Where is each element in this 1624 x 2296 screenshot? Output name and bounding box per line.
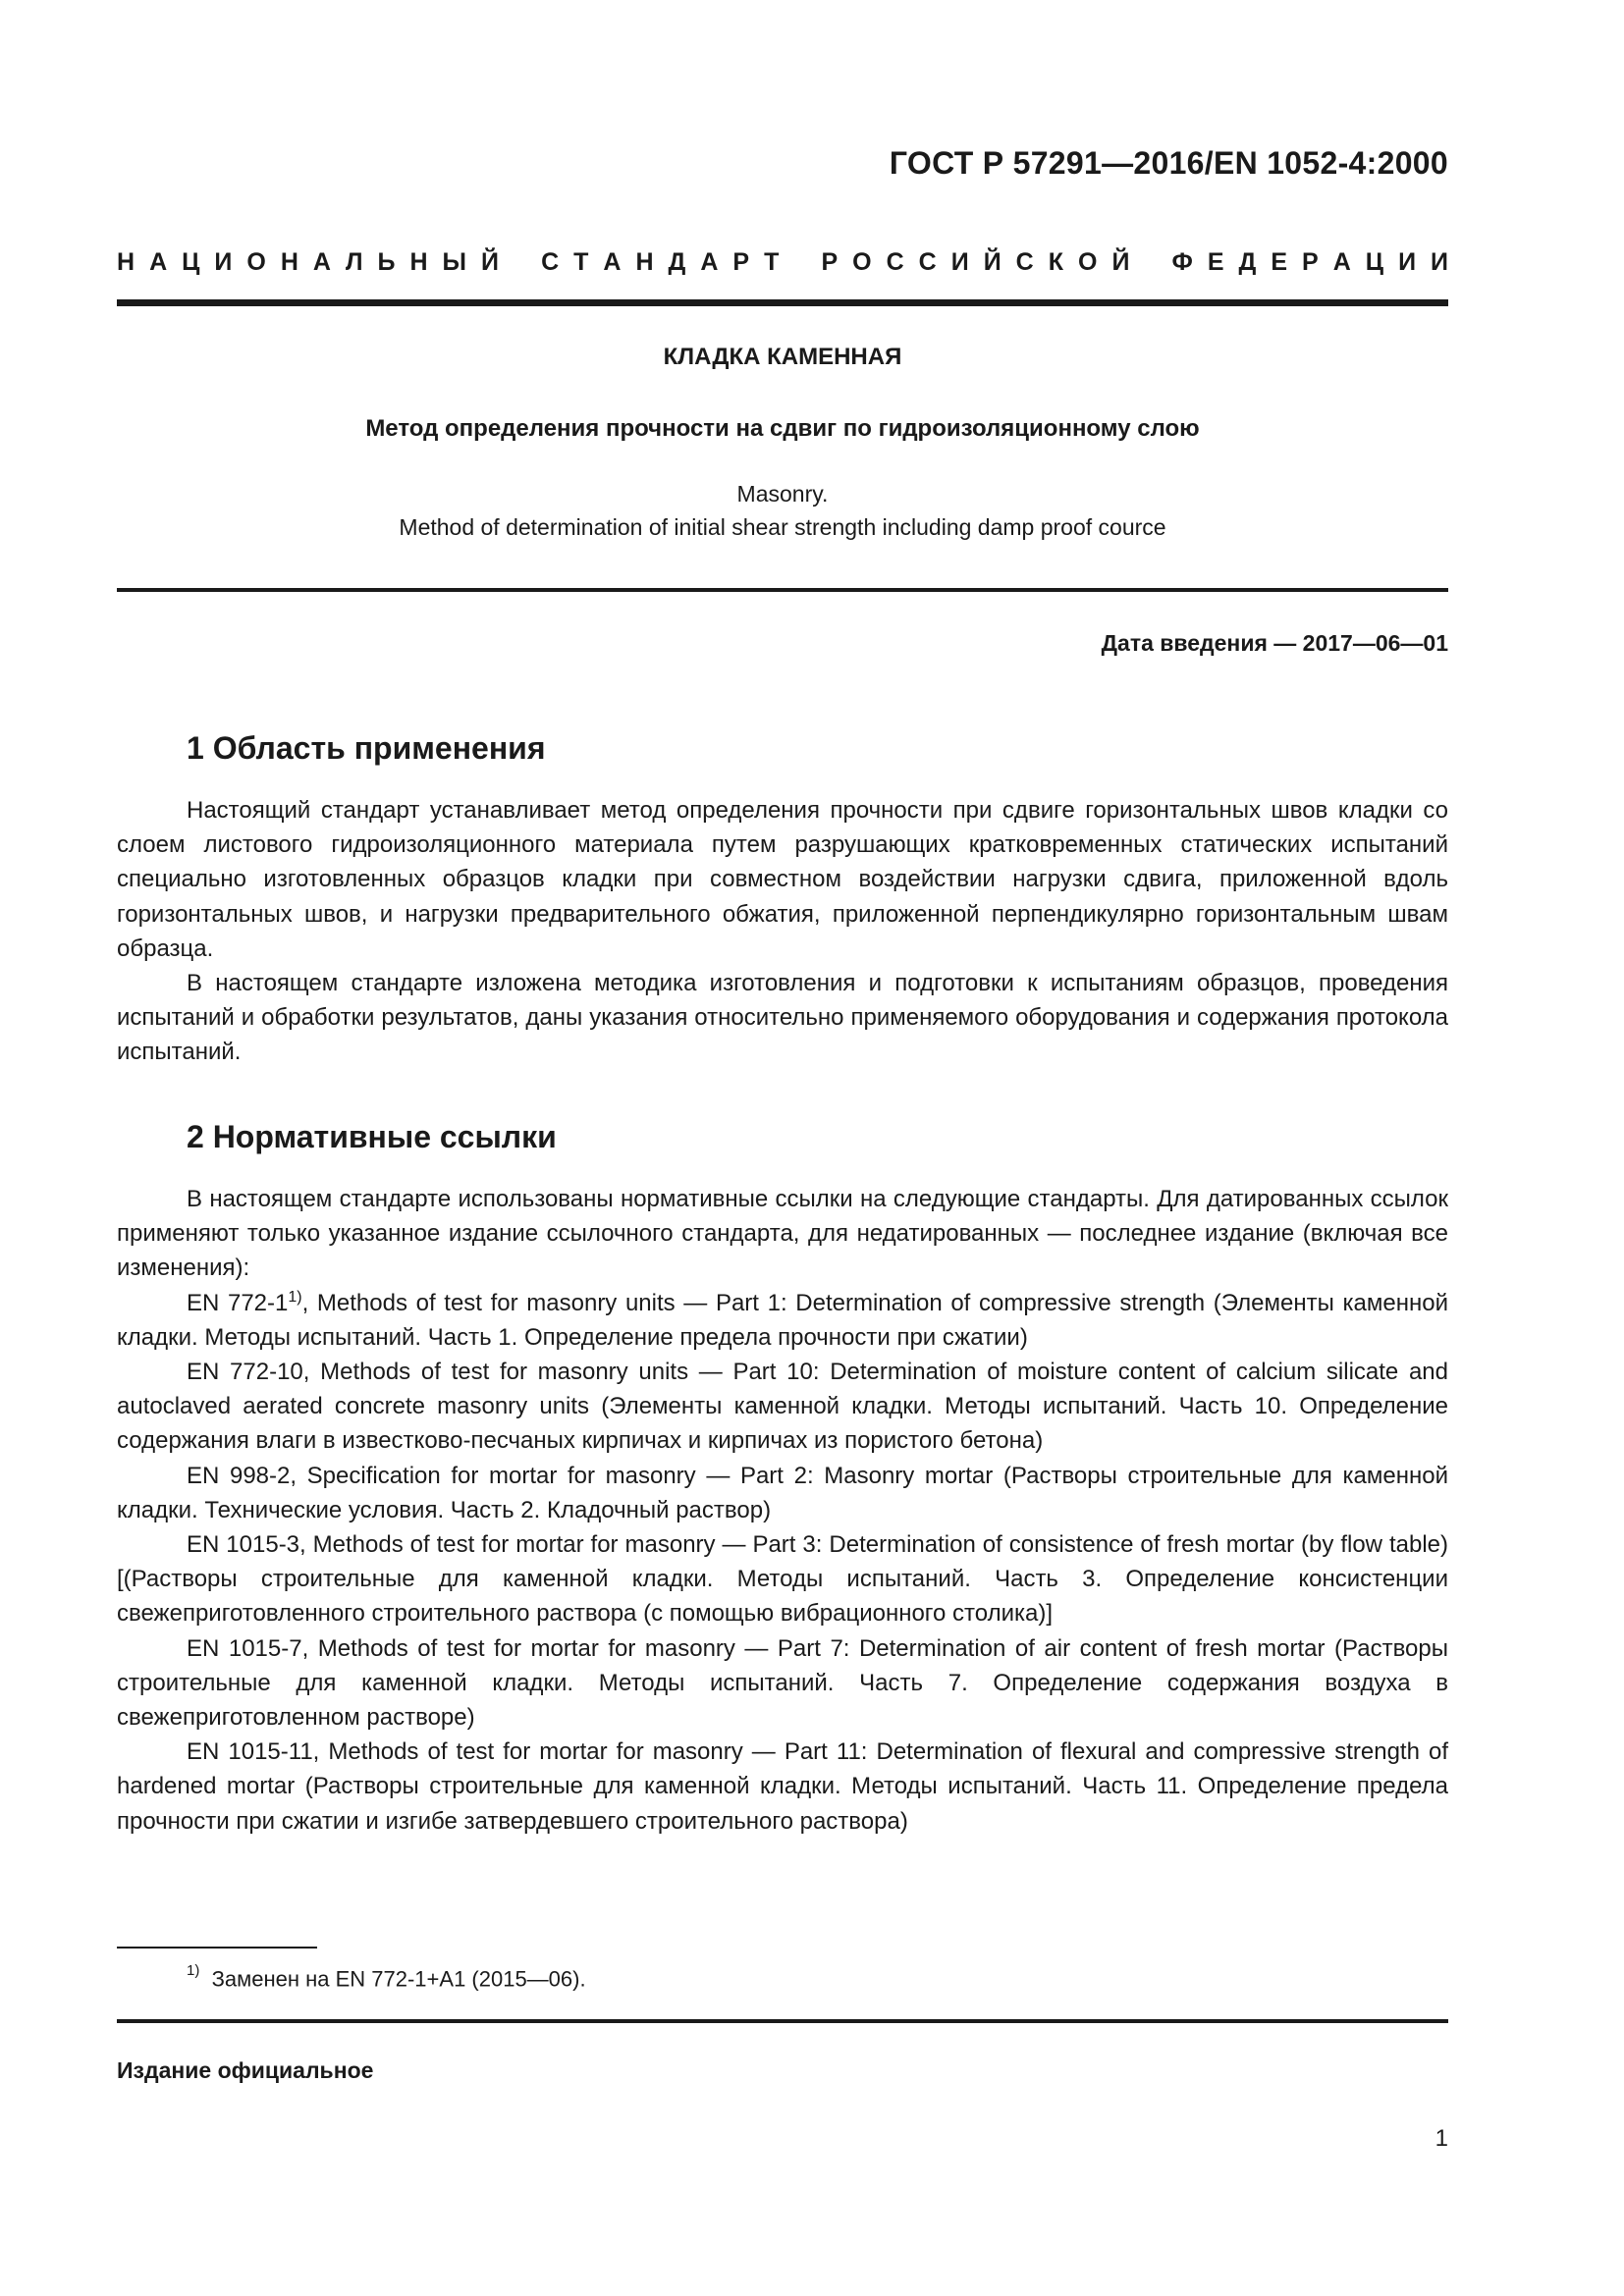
page-number: 1 — [1435, 2125, 1448, 2152]
national-standard-banner — [117, 248, 1448, 277]
footnote-marker: 1) — [288, 1288, 302, 1306]
banner-word: Н А Ц И О Н А Л Ь Н Ы Й — [117, 248, 499, 276]
edition-label: Издание официальное — [117, 2057, 374, 2083]
paragraph: В настоящем стандарте использованы нормативные ссылки на следующие стандарты. Для датированных ссылок применяют только указанное издание ссылочного стандарта, для недатированных — последнее издание (включая все изменения): — [117, 1186, 1448, 1282]
paragraph: В настоящем стандарте изложена методика изготовления и подготовки к испытаниям образцов, проведения испытаний и обработки результатов, даны указания относительно применяемого оборудования и содержания протокола испытаний. — [117, 970, 1448, 1066]
document-title: КЛАДКА КАМЕННАЯ — [663, 344, 902, 370]
section-1-body — [117, 793, 1448, 1070]
banner-word: С Т А Н Д А Р Т — [541, 248, 780, 276]
reference-text: , Methods of test for masonry units — Part 1: Determination of compressive strength (Элементы каменной кладки. Методы испытаний. Часть 1. Определение предела прочности при сжатии) — [117, 1289, 1448, 1351]
reference-item: EN 1015-11, Methods of test for mortar for masonry — Part 11: Determination of flexural and compressive strength of hardened mortar (Растворы строительные для каменной кладки. Методы испытаний. Часть 11. Определение предела прочности при сжатии и изгибе затвердевшего строительного раствора) — [117, 1738, 1448, 1835]
footer-rule — [117, 2019, 1448, 2023]
footnote — [187, 1962, 586, 1992]
reference-item: EN 772-10, Methods of test for masonry units — Part 10: Determination of moisture content of calcium silicate and autoclaved aerated concrete masonry units (Элементы каменной кладки. Методы испытаний. Часть 10. Определение содержания влаги в известково-песчаных кирпичах и кирпичах из пористого бетона) — [117, 1359, 1448, 1455]
paragraph: Настоящий стандарт устанавливает метод определения прочности при сдвиге горизонтальных швов кладки со слоем листового гидроизоляционного материала путем разрушающих кратковременных статических испытаний специально изготовленных образцов кладки при совместном воздействии нагрузки сдвига, приложенной вдоль горизонтальных швов, и нагрузки предварительного обжатия, приложенной перпендикулярно горизонтальным швам образца. — [117, 797, 1448, 962]
reference-item: EN 1015-7, Methods of test for mortar for masonry — Part 7: Determination of air content of fresh mortar (Растворы строительные для каменной кладки. Методы испытаний. Часть 7. Определение содержания воздуха в свежеприготовленном растворе) — [117, 1634, 1448, 1732]
introduction-date: Дата введения — 2017—06—01 — [1101, 630, 1448, 656]
english-title-line-1: Masonry. — [736, 481, 829, 507]
section-1-heading: 1 Область применения — [187, 730, 546, 766]
footnote-mark: 1) — [187, 1962, 200, 1979]
banner-word: Ф Е Д Е Р А Ц И И — [1171, 248, 1448, 276]
header-rule — [117, 299, 1448, 306]
document-code: ГОСТ Р 57291—2016/EN 1052-4:2000 — [889, 145, 1448, 181]
reference-code: EN 772-1 — [187, 1289, 289, 1316]
section-2-body — [117, 1182, 1448, 1839]
english-title-line-2: Method of determination of initial shear strength including damp proof cource — [399, 514, 1166, 540]
english-title — [117, 477, 1448, 544]
footnote-text: Заменен на EN 772-1+A1 (2015—06). — [211, 1966, 586, 1992]
banner-word: Р О С С И Й С К О Й — [821, 248, 1130, 276]
reference-item: EN 998-2, Specification for mortar for masonry — Part 2: Masonry mortar (Растворы строительные для каменной кладки. Технические условия. Часть 2. Кладочный раствор) — [117, 1462, 1448, 1523]
reference-item: EN 1015-3, Methods of test for mortar for masonry — Part 3: Determination of consistence of fresh mortar (by flow table) [(Растворы строительные для каменной кладки. Методы испытаний. Часть 3. Определение консистенции свежеприготовленного строительного раствора (с помощью вибрационного столика)] — [117, 1531, 1448, 1628]
reference-item — [117, 1286, 1448, 1355]
title-rule — [117, 588, 1448, 592]
footnote-separator — [117, 1947, 317, 1949]
document-subtitle: Метод определения прочности на сдвиг по гидроизоляционному слою — [365, 415, 1200, 442]
section-2-heading: 2 Нормативные ссылки — [187, 1119, 557, 1154]
